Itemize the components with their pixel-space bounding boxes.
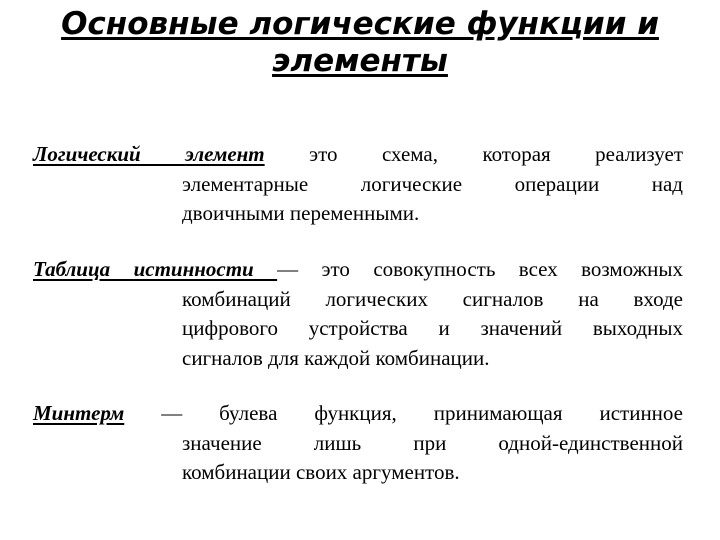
term: Таблица [33,257,134,281]
definition-line: цифрового устройства и значений выходных [182,316,683,340]
definition-text: — это совокупность всех возможных [277,257,683,281]
definition-line: комбинации своих аргументов. [182,460,460,484]
definition-line: значение лишь при одной-единственной [182,430,683,455]
term: истинности [133,257,278,281]
definition-logic-element [33,140,683,229]
slide-title [0,6,720,80]
definition-first-line [33,399,683,429]
definition-text: это схема, которая реализует [309,142,684,166]
term: Минтерм [33,401,125,425]
definition-line: сигналов для каждой комбинации. [182,345,490,370]
title-line-1: Основные логические функции и [61,6,659,42]
definition-first-line [33,255,683,285]
definition-line: двоичными переменными. [182,201,420,225]
title-line-2: элементы [272,43,448,79]
definition-minterm [33,399,683,488]
definition-first-line [33,140,683,170]
definition-line: элементарные логические операции над [182,171,683,196]
term: Логический [33,142,186,166]
term: элемент [185,142,265,166]
definition-truth-table [33,255,683,373]
definition-text: — булева функция, принимающая истинное [161,401,683,425]
definition-line: комбинаций логических сигналов на входе [182,286,683,311]
